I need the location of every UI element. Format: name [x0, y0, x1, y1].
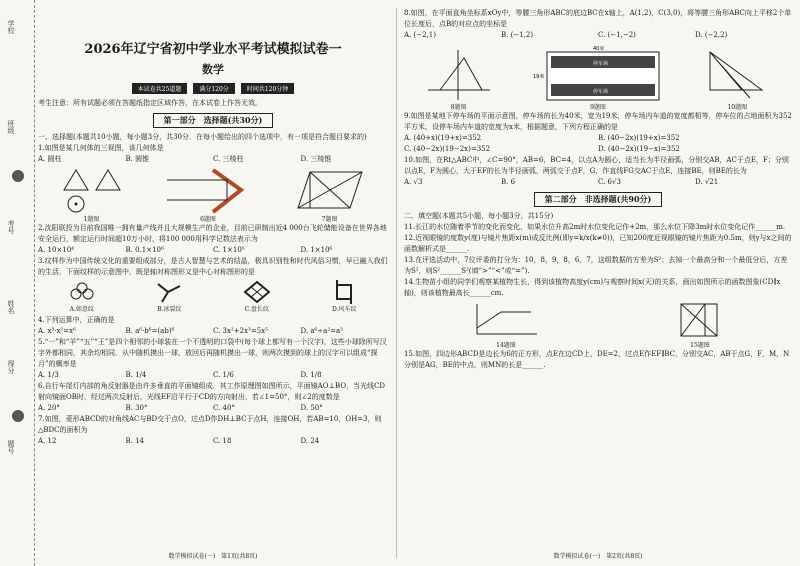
option: D. 24	[300, 437, 320, 445]
question-3: 3.纹样作为中国传统文化的重要组成部分，是古人智慧与艺术的结晶，极具识别性和时代风俗习惯，早已融入我们的生活．下面纹样的示意图中，既是轴对称图形又是中心对称图形的是	[38, 257, 388, 276]
fig9-label: 停车场	[592, 61, 608, 67]
figures-row-right-2	[404, 299, 792, 349]
option: C. 6√3	[598, 178, 621, 186]
question-5: 5.“一”和“羊”“五”“王”是四个相邻的小球装在一个不透明的口袋中(每个球上都写有一个汉字)，这些小球除所写汉字外都相同，其余均相同．从中随机摸出一球，放回后再随机摸出一球，则两次摸到的球上的汉字可以组成“探月”的概率是	[38, 338, 387, 368]
option: D. 50°	[300, 404, 323, 412]
option: B. a⁶·b⁶=(ab)⁶	[125, 327, 175, 335]
exam-title: 2026年辽宁省初中学业水平考试模拟试卷一	[84, 42, 342, 57]
growth-graph-diagram	[471, 302, 541, 340]
pattern-caption: A.如意纹	[69, 306, 94, 313]
section-heading: 第二部分 非选择题(共90分)	[534, 192, 663, 207]
question-10: 10.如图，在Rt△ABC中，∠C=90°，AB=6，BC=4，以点A为圆心，适当长为半径画弧，分别交AB，AC于点E，F；分别以点E，F为圆心，大于EF的长为半径画弧，两弧交于点F，G，作直线FG交AC于点E，连接BE，则BE的长为	[404, 156, 789, 175]
option: A. 12	[38, 437, 57, 445]
subject-title: 数学	[202, 63, 224, 76]
option: D. (40−2x)(19−x)=352	[598, 145, 680, 153]
option: C. 40°	[213, 404, 235, 412]
option: C. 1×10⁵	[213, 246, 245, 254]
options-8	[404, 30, 792, 41]
option: D. (−2,2)	[695, 31, 728, 39]
options-7	[38, 436, 388, 447]
option: D. 三棱锥	[300, 155, 332, 163]
question-4: 4.下列运算中，正确的是	[38, 316, 115, 324]
left-page	[38, 0, 388, 566]
option: C. 1/6	[213, 371, 234, 379]
figure-10	[702, 46, 772, 111]
right-triangle-diagram	[702, 46, 772, 102]
figure-caption: 14题图	[496, 342, 516, 349]
figures-row	[38, 165, 388, 223]
option: B. 14	[125, 437, 145, 445]
figure-15	[675, 302, 725, 349]
question-11: 11.长江的水位随着季节的变化而变化，如果水位升高2m时水位变化记作+2m，那么水位下降3m时水位变化记作______m.	[404, 223, 786, 231]
binding-label: 得分	[7, 360, 15, 374]
option: A. √3	[404, 178, 423, 186]
instructions: 二、填空题(本题共5小题，每小题3分，共15分)	[404, 212, 554, 220]
page-footer: 数学模拟试卷(一) 第1页(共8页)	[168, 553, 258, 560]
option: B. 0.1×10⁶	[125, 246, 164, 254]
options-10	[404, 177, 792, 188]
option: D. a⁶÷a²=a³	[300, 327, 343, 335]
question-15: 15.如图，四边形ABCD是边长为6的正方形，点E在边CD上，DE=2，过点E作EF∥BC，分别交AC，AB于点G，F，M，N分别是AG，BE的中点，则MN的长是______.	[404, 350, 790, 369]
figure-caption: 6题图	[200, 216, 216, 223]
option: B. (−1,2)	[501, 31, 534, 39]
pattern-panchang	[242, 280, 272, 313]
figure-caption: 7题图	[321, 216, 338, 223]
question-1: 1.如图是某几何体的三视图，该几何体是	[38, 144, 164, 152]
binding-label: 姓名	[7, 300, 15, 314]
option: A. (−2,1)	[404, 31, 436, 39]
page-footer: 数学模拟试卷(一) 第2页(共8页)	[553, 553, 643, 560]
meta-item: 满分120分	[193, 83, 234, 94]
three-view-diagram	[56, 168, 126, 214]
notice: 考生注意：所有试题必须在答题纸指定区域作答，在本试卷上作答无效。	[38, 99, 262, 107]
question-7: 7.如图，菱形ABCD的对角线AC与BD交于点O，过点D作DH⊥BC于点H，连接OH，若AB=10，OH=3，则△BDC的面积为	[38, 415, 382, 434]
figure-8	[424, 46, 494, 111]
option: A. 10×10⁴	[38, 246, 74, 254]
figure-6	[163, 168, 253, 223]
instructions: 一、选择题(本题共10小题，每小题3分，共30分．在每小题给出的四个选项中，有一项是符合题目要求的)	[38, 133, 367, 141]
options-4	[38, 326, 388, 337]
option: C. 18	[213, 437, 232, 445]
options-1	[38, 154, 388, 165]
figure-1	[56, 168, 126, 223]
binding-label: 题号	[7, 440, 15, 454]
option: B. 6	[501, 178, 516, 186]
option: A. 1/3	[38, 371, 59, 379]
panchang-pattern-icon	[242, 280, 272, 304]
pattern-ruyi	[67, 280, 97, 313]
option: B. 1/4	[125, 371, 147, 379]
figure-caption: 9题图	[590, 104, 606, 111]
option: C. 3x²+2x³=5x⁵	[213, 327, 268, 335]
option: A. 20°	[38, 404, 60, 412]
options-5	[38, 370, 388, 381]
meta-item: 时间共120分钟	[241, 83, 294, 94]
page-divider	[396, 8, 397, 558]
pattern-caption: B.冰裂纹	[157, 306, 182, 313]
option: B. 30°	[125, 404, 148, 412]
pattern-caption: C.盘长纹	[244, 306, 269, 313]
figure-caption: 8题图	[450, 104, 467, 111]
ruyi-pattern-icon	[67, 280, 97, 304]
question-8: 8.如图，在平面直角坐标系xOy中，等腰三角形ABC的底边BC在x轴上，A(1,2)，C(3,0)，将等腰三角形ABC向上平移2个单位长度后，点B的对应点的坐标是	[404, 9, 792, 28]
binding-hole-icon	[12, 410, 24, 422]
figure-caption: 1题图	[83, 216, 100, 223]
option: A. 圆柱	[38, 155, 62, 163]
binding-hole-icon	[12, 170, 24, 182]
pattern-caption: D.风车纹	[331, 306, 357, 313]
figure-caption: 10题图	[727, 104, 748, 111]
parking-lot-diagram	[533, 46, 663, 102]
question-9: 9.如图是某地下停车场的平面示意图，停车场的长为40米，宽为19米，停车场内车道的宽度都相等．停车位的占地面积为352平方米，设停车场内车道的宽度为x米，根据题意，下列方程正确的是	[404, 112, 792, 131]
windmill-pattern-icon	[329, 280, 359, 304]
options-9b	[404, 144, 792, 155]
exam-meta	[38, 83, 388, 94]
option: D. 1×10⁶	[300, 246, 333, 254]
question-6: 6.自行车尾灯内部的角反射器是由许多垂直的平面镜组成．其工作原理图如图所示，平面镜AO⊥BO，当光线CD射向镜面OB时，经过两次反射后，光线EF沿平行于CD的方向射出，若∠1=50°，则∠2的度数是	[38, 382, 386, 401]
binding-label: 考号	[7, 220, 15, 234]
section-heading: 第一部分 选择题(共30分)	[153, 113, 274, 128]
reflector-diagram	[163, 168, 253, 214]
options-2	[38, 245, 388, 256]
pattern-ice-crack	[154, 280, 184, 313]
option: C. (40−2x)(19−2x)=352	[404, 145, 491, 153]
figures-row-right	[404, 41, 792, 111]
option: C. 三棱柱	[213, 155, 244, 163]
coordinate-triangle-diagram	[424, 46, 494, 102]
square-diagram	[675, 302, 725, 340]
option: D. √21	[695, 178, 719, 186]
question-12: 12.近视眼镜的度数y(度)与镜片焦距x(m)成反比例(即y=k/x(k≠0))，已知200度近视眼镜的镜片焦距为0.5m，则y与x之间的函数解析式是______.	[404, 234, 792, 253]
options-9a	[404, 133, 792, 144]
option: A. x³·x²=x⁶	[38, 327, 76, 335]
option: B. 圆锥	[125, 155, 150, 163]
fig9-label: 停车场	[592, 89, 608, 95]
figure-9	[533, 46, 663, 111]
options-6	[38, 403, 388, 414]
option: A. (40+x)(19+x)=352	[404, 134, 482, 142]
figure-7	[290, 168, 370, 223]
question-2: 2.沈阳联投为目前我国唯一拥有量产线并且大规模生产的企业，目前已研制出近4 000台飞轮储能设备在世界各地安全运行，额定运行时间超10万小时，将100 000用科学记数法表示为	[38, 224, 387, 243]
option: C. (−1,−2)	[598, 31, 636, 39]
question-14: 14.生物苗小组的同学们观察某植物生长，得到该植物高度y(cm)与观察时间x(天)的关系，画出如图所示的函数图象(CD∥x轴)，则该植物最高长______cm.	[404, 278, 781, 297]
right-page	[404, 0, 792, 566]
option: B. (40−2x)(19+x)=352	[598, 134, 680, 142]
pattern-windmill	[329, 280, 359, 313]
rhombus-diagram	[290, 168, 370, 214]
figure-14	[471, 302, 541, 349]
fig9-label: 19米	[532, 74, 545, 80]
question-13: 13.在评选活动中，7位评委的打分为：10，8，9，8，6，7，这组数据的方差为S²；去掉一个最高分和一个最低分后，方差为S²，则S²______S²(填“>”“<”或“=”).	[404, 256, 788, 275]
binding-strip	[0, 0, 35, 566]
meta-item: 本试卷共25道题	[132, 83, 188, 94]
binding-label: 学校	[7, 20, 15, 34]
figure-caption: 15题图	[690, 342, 710, 349]
pattern-row	[38, 280, 388, 313]
binding-label: 班级	[7, 120, 15, 134]
ice-crack-pattern-icon	[154, 280, 184, 304]
fig9-label: 40米	[592, 46, 605, 52]
option: D. 1/8	[300, 371, 322, 379]
